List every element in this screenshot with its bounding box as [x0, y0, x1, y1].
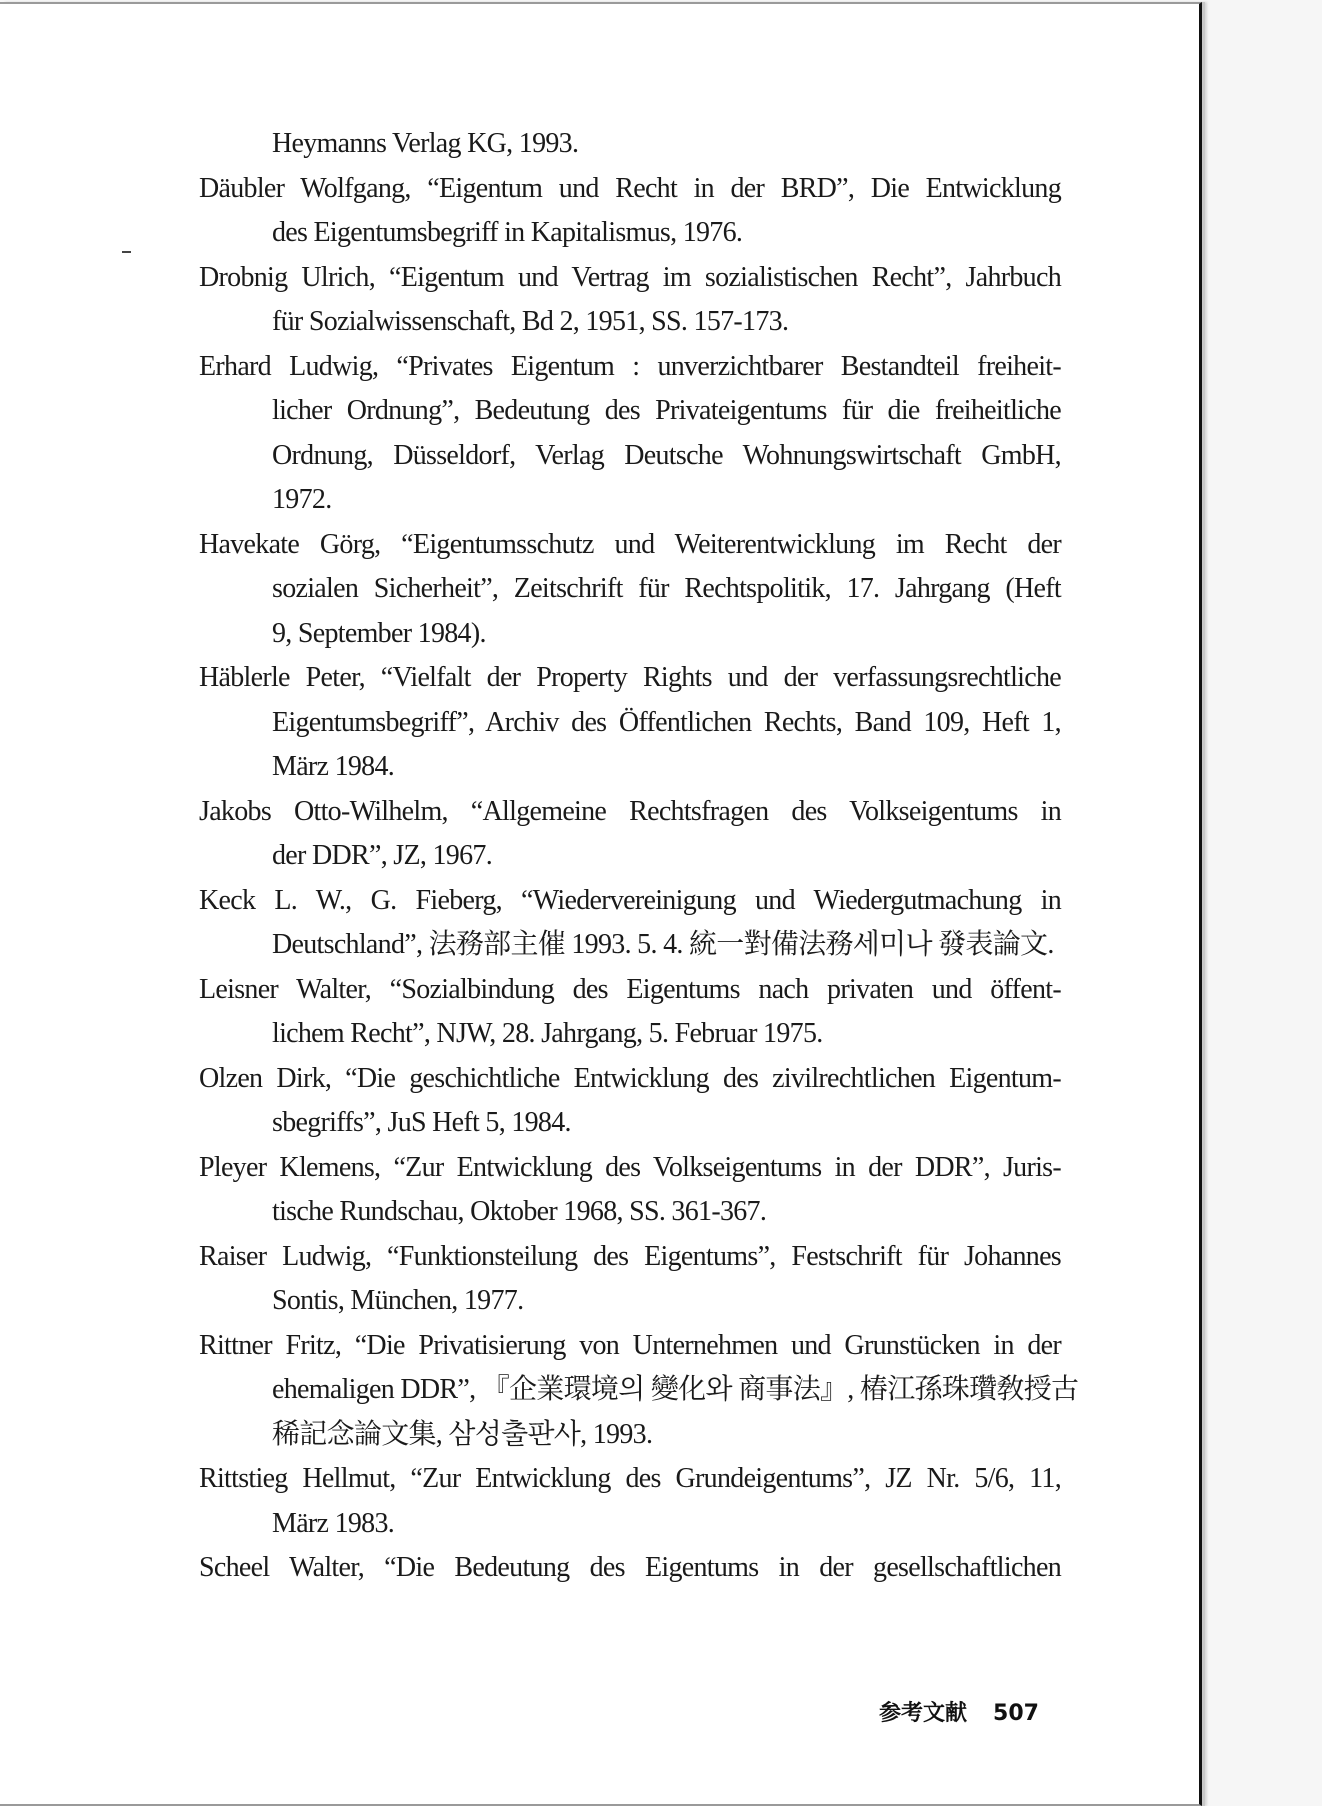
bibliography-list	[199, 122, 1079, 1591]
entry-line: tische Rundschau, Oktober 1968, SS. 361-367.	[272, 1196, 767, 1227]
entry-line: Drobnig Ulrich, “Eigentum und Vertrag im sozialistischen Recht”, Jahrbuch	[199, 261, 1061, 293]
entry-line: sbegriffs”, JuS Heft 5, 1984.	[272, 1107, 571, 1138]
entry-line: sozialen Sicherheit”, Zeitschrift für Rechtspolitik, 17. Jahrgang (Heft	[272, 573, 1061, 604]
page-number: 507	[993, 1701, 1039, 1726]
bibliography-entry	[199, 1457, 1061, 1546]
document-page	[0, 2, 1202, 1806]
bibliography-entry	[199, 1146, 1061, 1235]
entry-line: Häblerle Peter, “Vielfalt der Property Rights und der verfassungsrechtliche	[199, 662, 1061, 693]
entry-line: für Sozialwissenschaft, Bd 2, 1951, SS. 157-173.	[272, 306, 789, 337]
entry-line: Rittner Fritz, “Die Privatisierung von Unternehmen und Grunstücken in der	[199, 1329, 1061, 1361]
entry-line: der DDR”, JZ, 1967.	[272, 840, 492, 871]
entry-line: Olzen Dirk, “Die geschichtliche Entwicklung des zivilrechtlichen Eigentum-	[199, 1062, 1061, 1094]
entry-line: Jakobs Otto-Wilhelm, “Allgemeine Rechtsfragen des Volkseigentums in	[199, 795, 1061, 827]
entry-line: Erhard Ludwig, “Privates Eigentum : unverzichtbarer Bestandteil freiheit-	[199, 350, 1061, 382]
bibliography-entry	[199, 968, 1061, 1057]
bibliography-entry	[199, 523, 1061, 657]
bibliography-entry	[199, 122, 1061, 167]
bibliography-entry	[199, 656, 1061, 790]
bibliography-entry	[199, 345, 1061, 523]
entry-line: 1972.	[272, 484, 332, 515]
section-title: 参考文献	[879, 1701, 968, 1726]
bibliography-entry	[199, 1546, 1061, 1591]
bibliography-entry	[199, 879, 1061, 968]
scan-mark	[122, 251, 131, 253]
entry-line: 稀記念論文集, 삼성출판사, 1993.	[272, 1418, 653, 1450]
entry-line: des Eigentumsbegriff in Kapitalismus, 1976.	[272, 217, 743, 248]
entry-line: Rittstieg Hellmut, “Zur Entwicklung des Grundeigentums”, JZ Nr. 5/6, 11,	[199, 1463, 1061, 1494]
entry-line: Sontis, München, 1977.	[272, 1285, 524, 1316]
entry-line: März 1984.	[272, 751, 395, 782]
entry-line: März 1983.	[272, 1507, 395, 1539]
entry-line: lichem Recht”, NJW, 28. Jahrgang, 5. Februar 1975.	[272, 1018, 823, 1049]
entry-line: Keck L. W., G. Fieberg, “Wiedervereinigung und Wiedergutmachung in	[199, 884, 1061, 916]
page-footer	[879, 1696, 1039, 1727]
entry-line: Leisner Walter, “Sozialbindung des Eigentums nach privaten und öffent-	[199, 973, 1061, 1005]
bibliography-entry	[199, 790, 1061, 879]
entry-line: Heymanns Verlag KG, 1993.	[272, 128, 579, 159]
entry-line: Ordnung, Düsseldorf, Verlag Deutsche Wohnungswirtschaft GmbH,	[272, 439, 1061, 471]
bibliography-entry	[199, 1324, 1079, 1458]
entry-line: Eigentumsbegriff”, Archiv des Öffentlichen Rechts, Band 109, Heft 1,	[272, 706, 1061, 738]
entry-line: Däubler Wolfgang, “Eigentum und Recht in der BRD”, Die Entwicklung	[199, 172, 1061, 204]
entry-line: licher Ordnung”, Bedeutung des Privateigentums für die freiheitliche	[272, 395, 1061, 426]
entry-line: Scheel Walter, “Die Bedeutung des Eigentums in der gesellschaftlichen	[199, 1552, 1061, 1583]
bibliography-entry	[199, 1057, 1061, 1146]
entry-line: Havekate Görg, “Eigentumsschutz und Weiterentwicklung im Recht der	[199, 528, 1061, 560]
entry-line: Deutschland”, 法務部主催 1993. 5. 4. 統一對備法務세미나 發表論文.	[272, 929, 1054, 960]
bibliography-entry	[199, 256, 1061, 345]
entry-line: Pleyer Klemens, “Zur Entwicklung des Volkseigentums in der DDR”, Juris-	[199, 1151, 1061, 1183]
entry-line: 9, September 1984).	[272, 617, 486, 649]
entry-line: Raiser Ludwig, “Funktionsteilung des Eigentums”, Festschrift für Johannes	[199, 1240, 1061, 1272]
entry-line: ehemaligen DDR”, 『企業環境의 變化와 商事法』, 椿江孫珠瓚敎授古	[272, 1374, 1079, 1405]
bibliography-entry	[199, 167, 1061, 256]
bibliography-entry	[199, 1235, 1061, 1324]
